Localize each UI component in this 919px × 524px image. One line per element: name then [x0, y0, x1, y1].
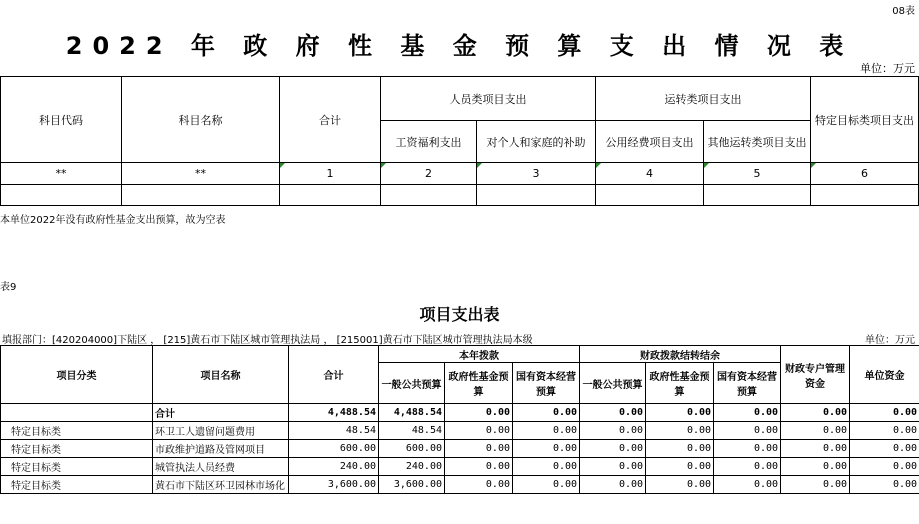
- proj-header-special-account: 财政专户管理资金: [781, 346, 850, 404]
- index-cell: 5: [704, 163, 811, 185]
- row-value: 0.00: [445, 476, 513, 494]
- row-value: 0.00: [445, 404, 513, 422]
- project-table: [0, 345, 919, 494]
- row-value: 600.00: [289, 440, 379, 458]
- proj-header-carryover: 财政拨款结转结余: [580, 346, 781, 363]
- index-cell: **: [122, 163, 280, 185]
- row-value: 0.00: [445, 440, 513, 458]
- proj-header-category: 项目分类: [1, 346, 153, 404]
- proj-header-name: 项目名称: [153, 346, 289, 404]
- header-name: 科目名称: [122, 77, 280, 163]
- table-tag: 表9: [0, 282, 17, 293]
- header-operating-public: 公用经费项目支出: [596, 121, 704, 163]
- index-cell: 6: [811, 163, 919, 185]
- table-row: [1, 476, 919, 494]
- empty-cell: [1, 185, 122, 206]
- proj-header-general-budget: 一般公共预算: [379, 363, 445, 404]
- row-value: 0.00: [781, 476, 850, 494]
- row-value: 0.00: [850, 476, 919, 494]
- table-row: [1, 440, 919, 458]
- empty-cell: [596, 185, 704, 206]
- row-value: 0.00: [781, 440, 850, 458]
- row-value: 0.00: [580, 476, 646, 494]
- total-row: [1, 404, 919, 422]
- row-value: 0.00: [850, 458, 919, 476]
- empty-table-note: 本单位2022年没有政府性基金支出预算，故为空表: [0, 215, 226, 226]
- empty-cell: [811, 185, 919, 206]
- row-value: 0.00: [781, 458, 850, 476]
- row-value: 240.00: [379, 458, 445, 476]
- header-personnel-subsidy: 对个人和家庭的补助: [477, 121, 596, 163]
- row-value: 48.54: [379, 422, 445, 440]
- empty-cell: [477, 185, 596, 206]
- empty-cell: [122, 185, 280, 206]
- row-value: 0.00: [714, 476, 781, 494]
- index-cell: **: [1, 163, 122, 185]
- page-number: 08表: [892, 6, 915, 17]
- row-value: 600.00: [379, 440, 445, 458]
- row-value: 0.00: [445, 458, 513, 476]
- header-operating-group: 运转类项目支出: [596, 77, 811, 121]
- index-cell: 3: [477, 163, 596, 185]
- row-category: [1, 404, 153, 422]
- header-total: 合计: [280, 77, 381, 163]
- header-special: 特定目标类项目支出: [811, 77, 919, 163]
- row-value: 0.00: [513, 440, 580, 458]
- row-value: 48.54: [289, 422, 379, 440]
- header-personnel-welfare: 工资福利支出: [381, 121, 477, 163]
- row-value: 0.00: [850, 404, 919, 422]
- proj-header-total: 合计: [289, 346, 379, 404]
- row-value: 0.00: [580, 458, 646, 476]
- index-cell: 4: [596, 163, 704, 185]
- row-value: 0.00: [513, 422, 580, 440]
- row-value: 3,600.00: [379, 476, 445, 494]
- proj-header-state-capital: 国有资本经营预算: [513, 363, 580, 404]
- row-value: 0.00: [850, 440, 919, 458]
- empty-cell: [381, 185, 477, 206]
- row-value: 0.00: [646, 440, 714, 458]
- page-title: 2022 年 政 府 性 基 金 预 算 支 出 情 况 表: [65, 32, 854, 60]
- empty-cell: [280, 185, 381, 206]
- row-name: 环卫工人遗留问题费用: [153, 422, 289, 440]
- row-value: 0.00: [646, 404, 714, 422]
- row-value: 0.00: [714, 422, 781, 440]
- row-value: 0.00: [580, 404, 646, 422]
- row-value: 0.00: [714, 458, 781, 476]
- empty-cell: [704, 185, 811, 206]
- row-value: 0.00: [445, 422, 513, 440]
- row-value: 0.00: [781, 404, 850, 422]
- row-value: 0.00: [513, 476, 580, 494]
- header-operating-other: 其他运转类项目支出: [704, 121, 811, 163]
- proj-header-carry-state-capital: 国有资本经营预算: [714, 363, 781, 404]
- row-value: 0.00: [781, 422, 850, 440]
- table-row: [1, 422, 919, 440]
- row-name: 黄石市下陆区环卫园林市场化: [153, 476, 289, 494]
- row-value: 0.00: [714, 440, 781, 458]
- index-cell: 2: [381, 163, 477, 185]
- row-category: 特定目标类: [1, 458, 153, 476]
- row-value: 0.00: [714, 404, 781, 422]
- row-value: 0.00: [646, 476, 714, 494]
- row-value: 0.00: [580, 422, 646, 440]
- row-value: 3,600.00: [289, 476, 379, 494]
- row-name: 合计: [153, 404, 289, 422]
- row-value: 4,488.54: [289, 404, 379, 422]
- row-value: 0.00: [850, 422, 919, 440]
- table-row: [1, 458, 919, 476]
- proj-header-carry-general: 一般公共预算: [580, 363, 646, 404]
- row-value: 0.00: [513, 404, 580, 422]
- row-name: 城管执法人员经费: [153, 458, 289, 476]
- row-value: 240.00: [289, 458, 379, 476]
- project-title: 项目支出表: [419, 305, 500, 324]
- row-category: 特定目标类: [1, 440, 153, 458]
- fill-department: 填报部门：[420204000]下陆区 ， [215]黄石市下陆区城市管理执法局 ， [215001]黄石市下陆区城市管理执法局本级: [2, 335, 533, 346]
- proj-header-carry-gov-fund: 政府性基金预算: [646, 363, 714, 404]
- row-value: 0.00: [646, 458, 714, 476]
- row-category: 特定目标类: [1, 422, 153, 440]
- gov-fund-table: [0, 76, 919, 206]
- project-unit-label: 单位：万元: [865, 335, 915, 346]
- index-cell: 1: [280, 163, 381, 185]
- proj-header-current-year: 本年拨款: [379, 346, 580, 363]
- header-code: 科目代码: [1, 77, 122, 163]
- unit-label: 单位：万元: [860, 62, 915, 75]
- row-category: 特定目标类: [1, 476, 153, 494]
- row-name: 市政维护道路及管网项目: [153, 440, 289, 458]
- header-personnel-group: 人员类项目支出: [381, 77, 596, 121]
- row-value: 0.00: [580, 440, 646, 458]
- proj-header-unit-funds: 单位资金: [850, 346, 919, 404]
- proj-header-gov-fund: 政府性基金预算: [445, 363, 513, 404]
- row-value: 4,488.54: [379, 404, 445, 422]
- row-value: 0.00: [513, 458, 580, 476]
- row-value: 0.00: [646, 422, 714, 440]
